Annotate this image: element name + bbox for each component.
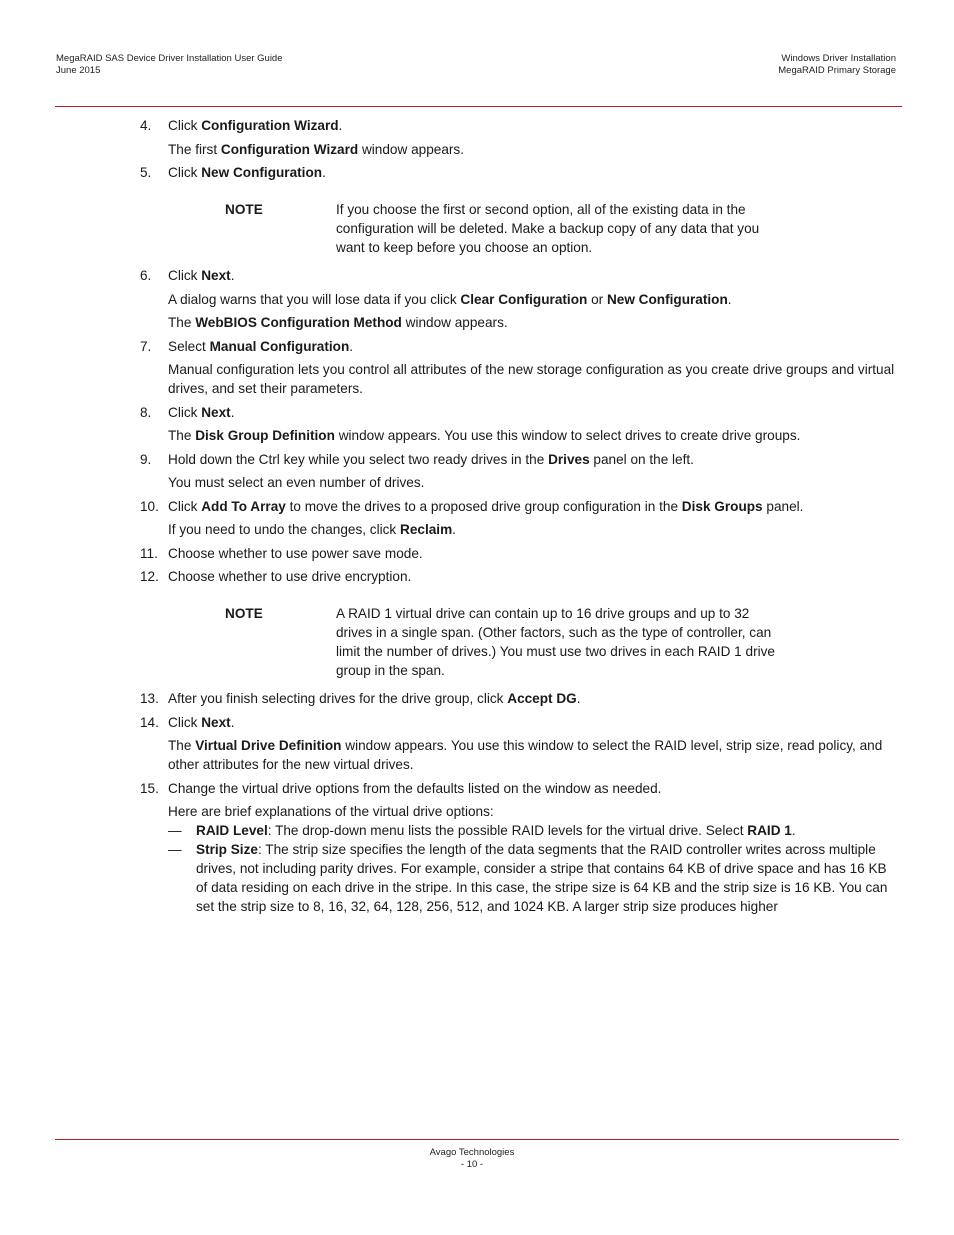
step-number: 9.	[140, 451, 152, 467]
step-6-detail-2: The WebBIOS Configuration Method window appears.	[168, 315, 508, 330]
running-footer	[0, 1147, 944, 1171]
note-label: NOTE	[225, 606, 263, 621]
header-rule	[55, 106, 902, 107]
footer-rule	[55, 1139, 899, 1140]
step-number: 6.	[140, 268, 152, 283]
step-10-detail: If you need to undo the changes, click Reclaim.	[168, 522, 456, 537]
chapter-title: Windows Driver Installation	[781, 53, 896, 64]
doc-title: MegaRAID SAS Device Driver Installation User Guide	[56, 53, 283, 64]
note-text: A RAID 1 virtual drive can contain up to 16 drive groups and up to 32 drives in a single span. (Other factors, such as the type of controller, can limit the number of drives.) You must use two drives in each RAID 1 drive group in the span.	[336, 606, 775, 678]
step-4: 4. Click Configuration Wizard.	[140, 118, 343, 133]
option-raid-level: — RAID Level: The drop-down menu lists the possible RAID levels for the virtual drive. Select RAID 1.	[168, 823, 796, 838]
step-number: 12.	[140, 569, 159, 584]
step-15: 15. Change the virtual drive options from the defaults listed on the window as needed.	[140, 780, 662, 796]
step-6-detail-1: A dialog warns that you will lose data if you click Clear Configuration or New Configuration.	[168, 291, 732, 307]
page-number: - 10 -	[460, 1159, 484, 1170]
note-text: If you choose the first or second option, all of the existing data in the configuration will be deleted. Make a backup copy of any data that you want to keep before you choose an option.	[336, 202, 760, 255]
note-label: NOTE	[225, 202, 263, 217]
doc-date: June 2015	[56, 65, 101, 76]
footer-company: Avago Technologies	[429, 1147, 515, 1158]
page-body	[140, 116, 900, 916]
section-title: MegaRAID Primary Storage	[778, 65, 896, 76]
step-7: 7. Select Manual Configuration.	[140, 338, 354, 354]
step-number: 7.	[140, 338, 152, 354]
note-box-2	[225, 604, 786, 680]
step-13: 13. After you finish selecting drives for the drive group, click Accept DG.	[140, 691, 581, 706]
step-15-detail: Here are brief explanations of the virtual drive options:	[168, 804, 494, 819]
step-10: 10. Click Add To Array to move the drives to a proposed drive group configuration in the Disk Groups panel.	[140, 498, 804, 514]
step-11: 11. Choose whether to use power save mode.	[140, 545, 423, 561]
step-14: 14. Click Next.	[140, 714, 235, 730]
option-strip-size: — Strip Size: The strip size specifies the length of the data segments that the RAID controller writes across multiple drives, not including parity drives. For example, consider a stripe that contains 64 KB of drive space and has 16 KB of data residing on each drive in the stripe. In this case, the stripe size is 64 KB and the strip size is 16 KB. You can set the strip size to 8, 16, 32, 64, 128, 256, 512, and 1024 KB. A larger strip size produces higher	[168, 842, 888, 914]
step-7-detail: Manual configuration lets you control all attributes of the new storage configuration as you create drive groups and virtual drives, and set their parameters.	[168, 362, 895, 396]
step-6: 6. Click Next.	[140, 268, 235, 283]
step-number: 15.	[140, 780, 159, 796]
running-header-right	[778, 53, 896, 77]
note-box-1	[225, 200, 786, 257]
running-header-left	[56, 53, 283, 77]
step-9-detail: You must select an even number of drives.	[168, 475, 425, 490]
step-number: 5.	[140, 165, 152, 180]
step-number: 11.	[140, 545, 158, 561]
step-12: 12. Choose whether to use drive encryption.	[140, 569, 412, 584]
step-number: 14.	[140, 714, 159, 730]
step-8: 8. Click Next.	[140, 404, 235, 420]
dash-marker: —	[168, 823, 182, 838]
step-14-detail: The Virtual Drive Definition window appears. You use this window to select the RAID level, strip size, read policy, and other attributes for the new virtual drives.	[168, 738, 883, 772]
step-number: 8.	[140, 404, 152, 420]
step-number: 13.	[140, 691, 159, 706]
step-number: 4.	[140, 118, 152, 133]
dash-marker: —	[168, 842, 182, 857]
step-9: 9. Hold down the Ctrl key while you select two ready drives in the Drives panel on the left.	[140, 451, 694, 467]
step-number: 10.	[140, 498, 159, 514]
step-5: 5. Click New Configuration.	[140, 165, 326, 180]
step-4-detail: The first Configuration Wizard window appears.	[168, 141, 464, 157]
step-8-detail: The Disk Group Definition window appears. You use this window to select drives to create drive groups.	[168, 428, 801, 443]
